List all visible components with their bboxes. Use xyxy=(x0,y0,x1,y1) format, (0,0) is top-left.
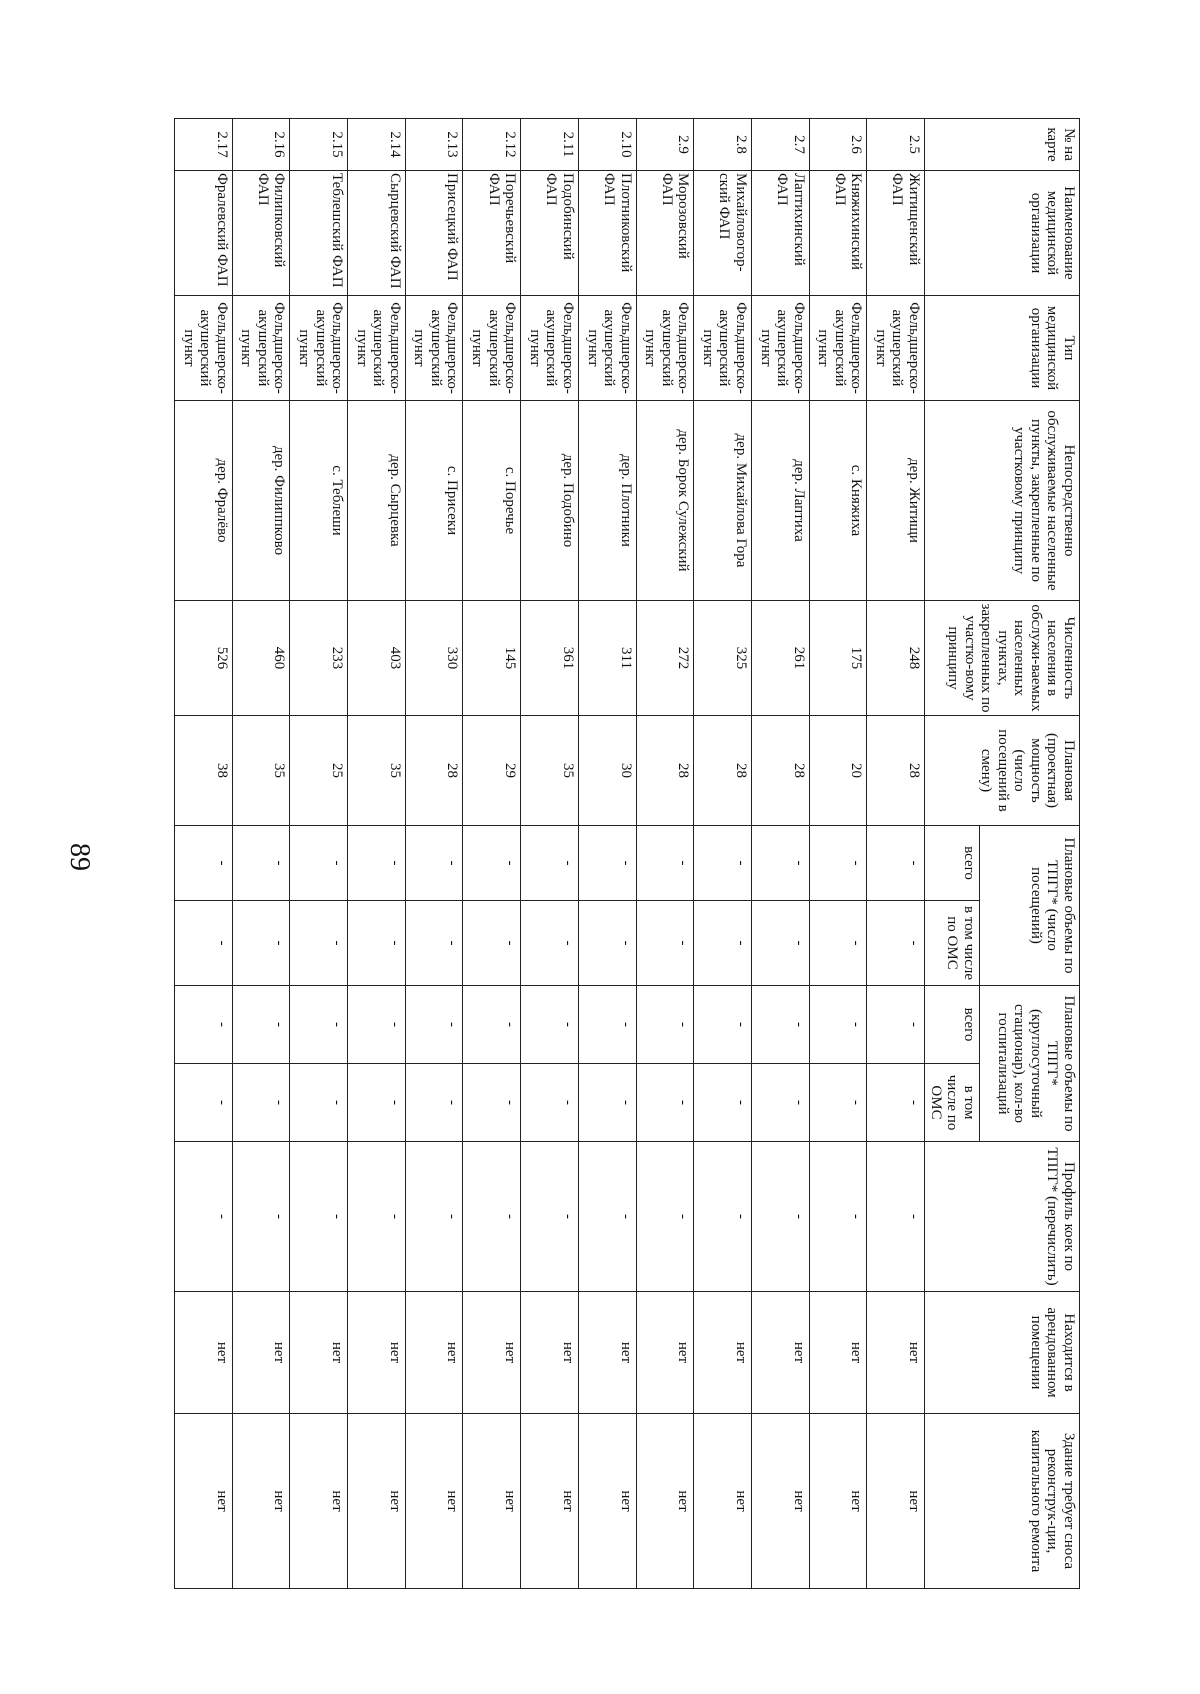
header-name: Наименование медицинской организации xyxy=(925,171,1080,296)
cell-type: Фельдшерско-акушерский пункт xyxy=(405,296,463,401)
cell-repair: нет xyxy=(290,1414,348,1589)
cell-h2: - xyxy=(232,1064,290,1142)
cell-capacity: 28 xyxy=(867,716,925,826)
cell-capacity: 35 xyxy=(348,716,406,826)
cell-num: 2.10 xyxy=(578,119,636,171)
cell-name: Житищенский ФАП xyxy=(867,171,925,296)
cell-beds: - xyxy=(521,1142,579,1292)
cell-v1: - xyxy=(694,826,752,901)
cell-v1: - xyxy=(521,826,579,901)
cell-rented: нет xyxy=(175,1292,233,1414)
cell-name: Княжихинский ФАП xyxy=(809,171,867,296)
cell-name: Сырцевский ФАП xyxy=(348,171,406,296)
cell-population: 175 xyxy=(809,601,867,716)
cell-v1: - xyxy=(348,826,406,901)
cell-name: Плотниковский ФАП xyxy=(578,171,636,296)
cell-capacity: 28 xyxy=(751,716,809,826)
cell-name: Михайловогор-ский ФАП xyxy=(694,171,752,296)
cell-h2: - xyxy=(751,1064,809,1142)
cell-beds: - xyxy=(694,1142,752,1292)
cell-type: Фельдшерско-акушерский пункт xyxy=(867,296,925,401)
cell-capacity: 29 xyxy=(463,716,521,826)
header-settlements: Непосредственно обслуживаемые населенные пункты, закрепленные по участковому принципу xyxy=(925,401,1080,601)
cell-h1: - xyxy=(290,986,348,1064)
header-visits-total: всего xyxy=(925,826,980,901)
cell-v2: - xyxy=(290,901,348,986)
cell-rented: нет xyxy=(636,1292,694,1414)
cell-h1: - xyxy=(521,986,579,1064)
cell-beds: - xyxy=(175,1142,233,1292)
cell-name: Теблешский ФАП xyxy=(290,171,348,296)
cell-h1: - xyxy=(578,986,636,1064)
cell-capacity: 20 xyxy=(809,716,867,826)
cell-v1: - xyxy=(751,826,809,901)
cell-name: Филипковский ФАП xyxy=(232,171,290,296)
header-rented: Находится в арендованном помещении xyxy=(925,1292,1080,1414)
cell-repair: нет xyxy=(751,1414,809,1589)
page-number: 89 xyxy=(64,843,95,871)
table-row xyxy=(809,119,867,1589)
cell-settlement: с. Княжиха xyxy=(809,401,867,601)
cell-v2: - xyxy=(348,901,406,986)
cell-settlement: дер. Подобино xyxy=(521,401,579,601)
cell-population: 330 xyxy=(405,601,463,716)
cell-population: 272 xyxy=(636,601,694,716)
cell-beds: - xyxy=(290,1142,348,1292)
cell-num: 2.15 xyxy=(290,119,348,171)
cell-rented: нет xyxy=(694,1292,752,1414)
cell-repair: нет xyxy=(463,1414,521,1589)
cell-capacity: 30 xyxy=(578,716,636,826)
facilities-table xyxy=(174,118,1080,1589)
cell-beds: - xyxy=(578,1142,636,1292)
cell-rented: нет xyxy=(751,1292,809,1414)
cell-population: 248 xyxy=(867,601,925,716)
cell-rented: нет xyxy=(463,1292,521,1414)
cell-beds: - xyxy=(809,1142,867,1292)
cell-population: 361 xyxy=(521,601,579,716)
table-row xyxy=(290,119,348,1589)
cell-h2: - xyxy=(578,1064,636,1142)
cell-h2: - xyxy=(175,1064,233,1142)
cell-population: 145 xyxy=(463,601,521,716)
cell-repair: нет xyxy=(405,1414,463,1589)
cell-v1: - xyxy=(405,826,463,901)
cell-capacity: 25 xyxy=(290,716,348,826)
cell-num: 2.13 xyxy=(405,119,463,171)
cell-h2: - xyxy=(867,1064,925,1142)
cell-h2: - xyxy=(463,1064,521,1142)
cell-h2: - xyxy=(694,1064,752,1142)
cell-settlement: дер. Филиппково xyxy=(232,401,290,601)
cell-beds: - xyxy=(867,1142,925,1292)
table-row xyxy=(175,119,233,1589)
cell-h1: - xyxy=(405,986,463,1064)
cell-rented: нет xyxy=(405,1292,463,1414)
cell-type: Фельдшерско-акушерский пункт xyxy=(751,296,809,401)
cell-beds: - xyxy=(636,1142,694,1292)
cell-v2: - xyxy=(463,901,521,986)
cell-capacity: 28 xyxy=(636,716,694,826)
cell-repair: нет xyxy=(232,1414,290,1589)
cell-rented: нет xyxy=(348,1292,406,1414)
cell-repair: нет xyxy=(578,1414,636,1589)
cell-repair: нет xyxy=(694,1414,752,1589)
table-row xyxy=(867,119,925,1589)
cell-v2: - xyxy=(694,901,752,986)
cell-v2: - xyxy=(578,901,636,986)
cell-h1: - xyxy=(232,986,290,1064)
cell-v1: - xyxy=(175,826,233,901)
cell-v1: - xyxy=(809,826,867,901)
cell-population: 460 xyxy=(232,601,290,716)
cell-v2: - xyxy=(521,901,579,986)
cell-num: 2.14 xyxy=(348,119,406,171)
cell-h1: - xyxy=(867,986,925,1064)
cell-v1: - xyxy=(232,826,290,901)
cell-h1: - xyxy=(175,986,233,1064)
rotated-page xyxy=(174,118,1080,1588)
cell-population: 325 xyxy=(694,601,752,716)
cell-repair: нет xyxy=(175,1414,233,1589)
cell-beds: - xyxy=(751,1142,809,1292)
cell-repair: нет xyxy=(809,1414,867,1589)
cell-repair: нет xyxy=(521,1414,579,1589)
table-row xyxy=(405,119,463,1589)
cell-type: Фельдшерско-акушерский пункт xyxy=(175,296,233,401)
header-repair: Здание требует сноса реконструк-ции, капитального ремонта xyxy=(925,1414,1080,1589)
table-row xyxy=(232,119,290,1589)
cell-h1: - xyxy=(809,986,867,1064)
cell-h1: - xyxy=(463,986,521,1064)
cell-num: 2.9 xyxy=(636,119,694,171)
cell-repair: нет xyxy=(867,1414,925,1589)
cell-type: Фельдшерско-акушерский пункт xyxy=(521,296,579,401)
cell-h1: - xyxy=(636,986,694,1064)
cell-v2: - xyxy=(636,901,694,986)
cell-repair: нет xyxy=(348,1414,406,1589)
cell-v1: - xyxy=(578,826,636,901)
cell-num: 2.5 xyxy=(867,119,925,171)
cell-h2: - xyxy=(348,1064,406,1142)
cell-capacity: 35 xyxy=(232,716,290,826)
cell-h2: - xyxy=(636,1064,694,1142)
cell-h1: - xyxy=(751,986,809,1064)
cell-settlement: дер. Житищи xyxy=(867,401,925,601)
cell-v1: - xyxy=(867,826,925,901)
cell-num: 2.16 xyxy=(232,119,290,171)
cell-rented: нет xyxy=(867,1292,925,1414)
cell-population: 311 xyxy=(578,601,636,716)
cell-name: Лаптихинский ФАП xyxy=(751,171,809,296)
cell-capacity: 28 xyxy=(694,716,752,826)
cell-num: 2.7 xyxy=(751,119,809,171)
table-row xyxy=(463,119,521,1589)
table-row xyxy=(578,119,636,1589)
cell-rented: нет xyxy=(809,1292,867,1414)
cell-type: Фельдшерско-акушерский пункт xyxy=(348,296,406,401)
header-hosp-total: всего xyxy=(925,986,980,1064)
header-hosp: Плановые объемы по ТПГГ* (круглосуточный стационар), кол-во госпитализаций xyxy=(980,986,1080,1142)
cell-type: Фельдшерско-акушерский пункт xyxy=(809,296,867,401)
cell-population: 233 xyxy=(290,601,348,716)
cell-v1: - xyxy=(290,826,348,901)
cell-num: 2.6 xyxy=(809,119,867,171)
header-population: Численность населения в обслужи-ваемых населенных пунктах, закрепленных по участко-вому принципу xyxy=(925,601,1080,716)
cell-capacity: 35 xyxy=(521,716,579,826)
cell-type: Фельдшерско-акушерский пункт xyxy=(232,296,290,401)
cell-v2: - xyxy=(867,901,925,986)
header-hosp-oms: в том числе по ОМС xyxy=(925,1064,980,1142)
cell-beds: - xyxy=(232,1142,290,1292)
cell-rented: нет xyxy=(232,1292,290,1414)
cell-h1: - xyxy=(348,986,406,1064)
cell-h1: - xyxy=(694,986,752,1064)
cell-v2: - xyxy=(751,901,809,986)
cell-v2: - xyxy=(405,901,463,986)
cell-settlement: дер. Борок Сулежский xyxy=(636,401,694,601)
cell-name: Фралевский ФАП xyxy=(175,171,233,296)
cell-type: Фельдшерско-акушерский пункт xyxy=(694,296,752,401)
cell-h2: - xyxy=(405,1064,463,1142)
cell-num: 2.17 xyxy=(175,119,233,171)
cell-v1: - xyxy=(463,826,521,901)
header-visits-oms: в том числе по ОМС xyxy=(925,901,980,986)
cell-rented: нет xyxy=(290,1292,348,1414)
cell-settlement: дер. Лаптиха xyxy=(751,401,809,601)
cell-settlement: с. Теблеши xyxy=(290,401,348,601)
cell-population: 526 xyxy=(175,601,233,716)
cell-settlement: дер. Сырцевка xyxy=(348,401,406,601)
cell-type: Фельдшерско-акушерский пункт xyxy=(290,296,348,401)
table-row xyxy=(694,119,752,1589)
cell-v2: - xyxy=(809,901,867,986)
table-row xyxy=(636,119,694,1589)
cell-num: 2.8 xyxy=(694,119,752,171)
cell-population: 403 xyxy=(348,601,406,716)
cell-rented: нет xyxy=(578,1292,636,1414)
cell-capacity: 28 xyxy=(405,716,463,826)
cell-beds: - xyxy=(348,1142,406,1292)
cell-settlement: дер. Плотники xyxy=(578,401,636,601)
cell-type: Фельдшерско-акушерский пункт xyxy=(463,296,521,401)
header-capacity: Плановая (проектная) мощность (число посещений в смену) xyxy=(925,716,1080,826)
cell-name: Поречьевский ФАП xyxy=(463,171,521,296)
cell-name: Подобинский ФАП xyxy=(521,171,579,296)
cell-h2: - xyxy=(290,1064,348,1142)
header-beds: Профиль коек по ТПГГ* (перечислить) xyxy=(925,1142,1080,1292)
cell-beds: - xyxy=(405,1142,463,1292)
cell-rented: нет xyxy=(521,1292,579,1414)
table-row xyxy=(521,119,579,1589)
cell-num: 2.12 xyxy=(463,119,521,171)
cell-repair: нет xyxy=(636,1414,694,1589)
cell-name: Присецкий ФАП xyxy=(405,171,463,296)
cell-v2: - xyxy=(175,901,233,986)
cell-v2: - xyxy=(232,901,290,986)
header-type: Тип медицинской организации xyxy=(925,296,1080,401)
cell-capacity: 38 xyxy=(175,716,233,826)
table-row xyxy=(751,119,809,1589)
cell-settlement: дер. Михайлова Гора xyxy=(694,401,752,601)
cell-h2: - xyxy=(521,1064,579,1142)
header-visits: Плановые объемы по ТПГГ* (число посещений) xyxy=(980,826,1080,986)
table-row xyxy=(348,119,406,1589)
cell-num: 2.11 xyxy=(521,119,579,171)
cell-beds: - xyxy=(463,1142,521,1292)
cell-settlement: с. Поречье xyxy=(463,401,521,601)
cell-name: Морозовский ФАП xyxy=(636,171,694,296)
cell-type: Фельдшерско-акушерский пункт xyxy=(636,296,694,401)
cell-settlement: с. Присеки xyxy=(405,401,463,601)
cell-population: 261 xyxy=(751,601,809,716)
cell-type: Фельдшерско-акушерский пункт xyxy=(578,296,636,401)
cell-h2: - xyxy=(809,1064,867,1142)
cell-settlement: дер. Фралёво xyxy=(175,401,233,601)
header-num: № на карте xyxy=(925,119,1080,171)
cell-v1: - xyxy=(636,826,694,901)
